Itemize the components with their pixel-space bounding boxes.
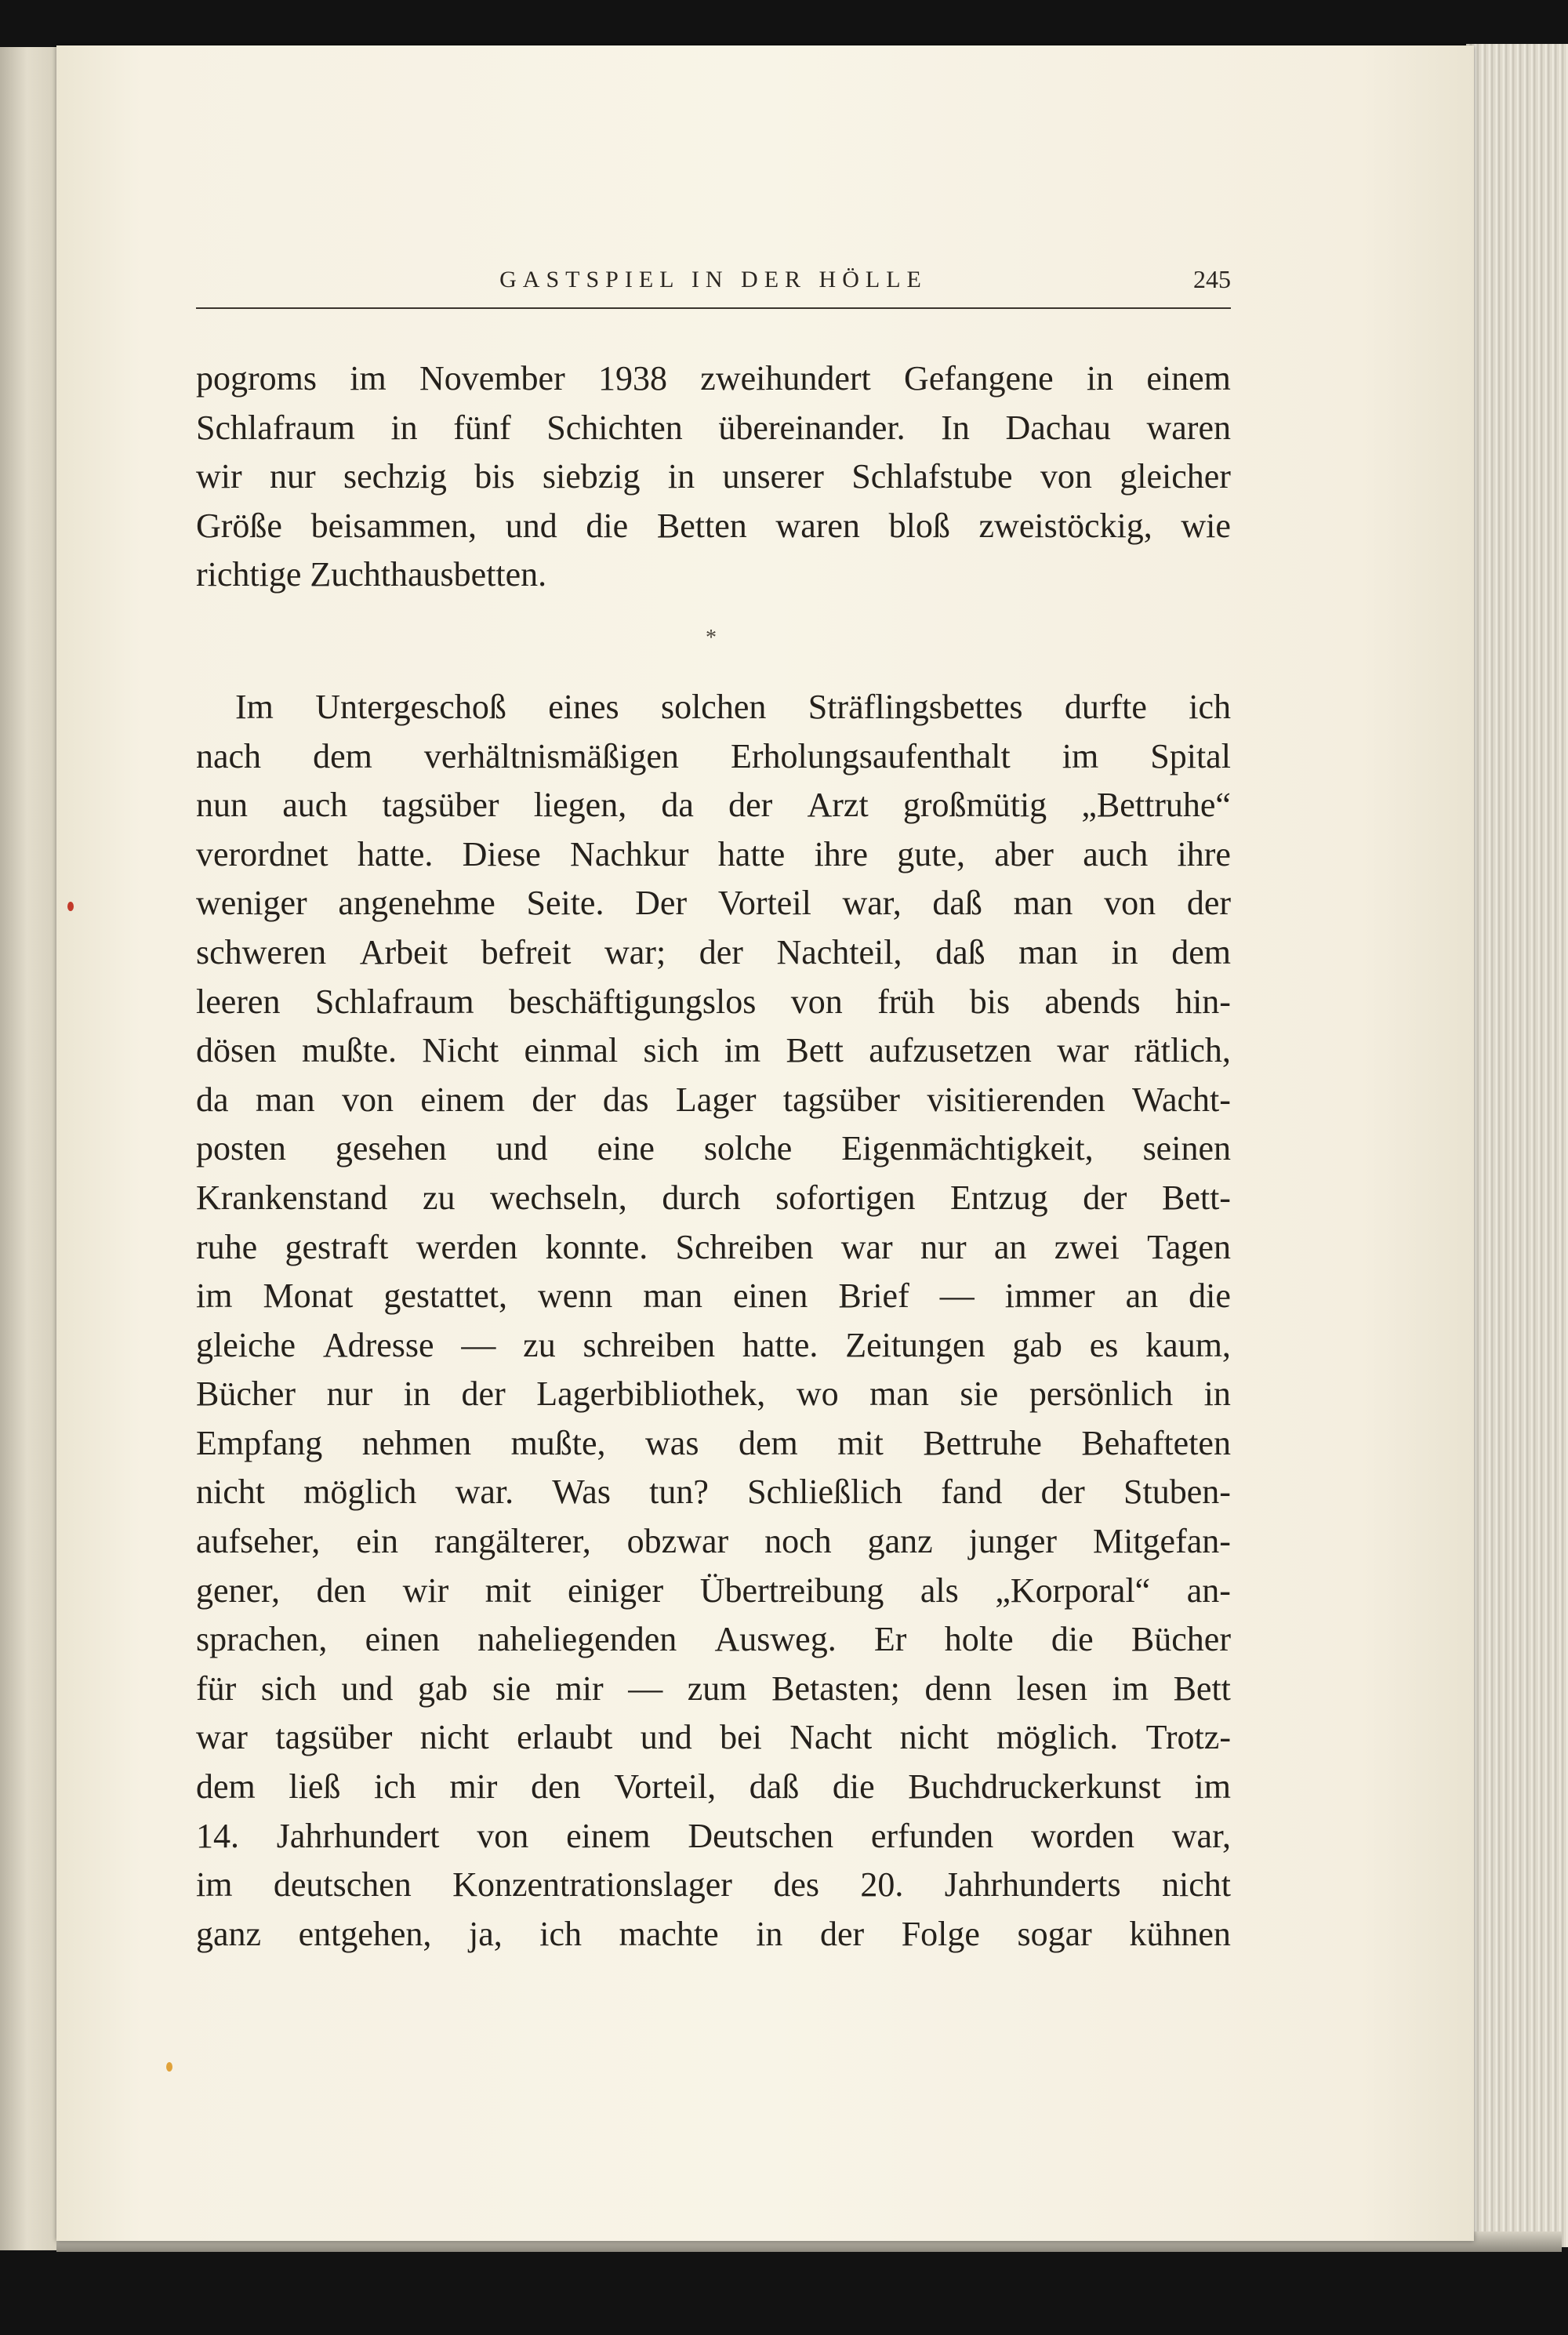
text-line: Größe beisammen, und die Betten waren bloß zweistöckig, wie	[196, 506, 1231, 545]
text-line: im Monat gestattet, wenn man einen Brief — immer an die	[196, 1276, 1231, 1316]
text-line: verordnet hatte. Diese Nachkur hatte ihre gute, aber auch ihre	[196, 834, 1231, 873]
text-line: ganz entgehen, ja, ich machte in der Folge sogar kühnen	[196, 1914, 1231, 1953]
page-header	[196, 267, 1231, 310]
page-stack-edges	[1466, 44, 1568, 2247]
text-line: Empfang nehmen mußte, was dem mit Bettruhe Behafteten	[196, 1423, 1231, 1462]
text-line: im deutschen Konzentrationslager des 20. Jahrhunderts nicht	[196, 1865, 1231, 1905]
text-line: nach dem verhältnismäßigen Erholungsaufenthalt im Spital	[196, 736, 1231, 775]
text-line: wir nur sechzig bis siebzig in unserer Schlafstube von gleicher	[196, 457, 1231, 496]
text-line: weniger angenehme Seite. Der Vorteil war, daß man von der	[196, 884, 1231, 923]
text-line: da man von einem der das Lager tagsüber visitierenden Wacht-	[196, 1080, 1231, 1119]
text-line: gener, den wir mit einiger Übertreibung als „Korporal“ an-	[196, 1571, 1231, 1610]
text-line: dem ließ ich mir den Vorteil, daß die Buchdruckerkunst im	[196, 1767, 1231, 1807]
paragraph-2	[196, 683, 1231, 1959]
text-line: 14. Jahrhundert von einem Deutschen erfunden worden war,	[196, 1816, 1231, 1855]
text-line: nun auch tagsüber liegen, da der Arzt großmütig „Bettruhe“	[196, 786, 1231, 825]
text-line: ruhe gestraft werden konnte. Schreiben war nur an zwei Tagen	[196, 1227, 1231, 1266]
header-rule	[196, 307, 1231, 309]
text-line: dösen mußte. Nicht einmal sich im Bett aufzusetzen war rätlich,	[196, 1031, 1231, 1070]
text-line: Bücher nur in der Lagerbibliothek, wo man sie persönlich in	[196, 1374, 1231, 1414]
text-line: leeren Schlafraum beschäftigungslos von früh bis abends hin-	[196, 982, 1231, 1021]
text-line: gleiche Adresse — zu schreiben hatte. Zeitungen gab es kaum,	[196, 1325, 1231, 1364]
running-title: GASTSPIEL IN DER HÖLLE	[499, 267, 927, 292]
paragraph-1	[196, 354, 1231, 600]
section-separator	[196, 600, 1231, 663]
text-line: nicht möglich war. Was tun? Schließlich fand der Stuben-	[196, 1473, 1231, 1512]
text-line: posten gesehen und eine solche Eigenmächtigkeit, seinen	[196, 1129, 1231, 1168]
text-line: schweren Arbeit befreit war; der Nachteil, daß man in dem	[196, 932, 1231, 971]
text-line: sprachen, einen naheliegenden Ausweg. Er holte die Bücher	[196, 1620, 1231, 1659]
orange-ink-speck	[166, 2062, 172, 2072]
text-line: für sich und gab sie mir — zum Betasten; denn lesen im Bett	[196, 1669, 1231, 1708]
text-line: pogroms im November 1938 zweihundert Gefangene in einem	[196, 359, 1231, 398]
text-line: war tagsüber nicht erlaubt und bei Nacht nicht möglich. Trotz-	[196, 1718, 1231, 1757]
asterisk-separator: *	[706, 625, 717, 650]
page-number: 245	[1193, 265, 1231, 293]
text-line: richtige Zuchthausbetten.	[196, 555, 547, 594]
text-line: Im Untergeschoß eines solchen Sträflingsbettes durfte ich	[235, 687, 1231, 726]
text-line: aufseher, ein rangälterer, obzwar noch ganz junger Mitgefan-	[196, 1522, 1231, 1561]
red-ink-speck	[67, 902, 74, 911]
body-text	[196, 354, 1231, 1959]
text-line: Krankenstand zu wechseln, durch sofortigen Entzug der Bett-	[196, 1178, 1231, 1217]
text-line: Schlafraum in fünf Schichten übereinander. In Dachau waren	[196, 408, 1231, 447]
